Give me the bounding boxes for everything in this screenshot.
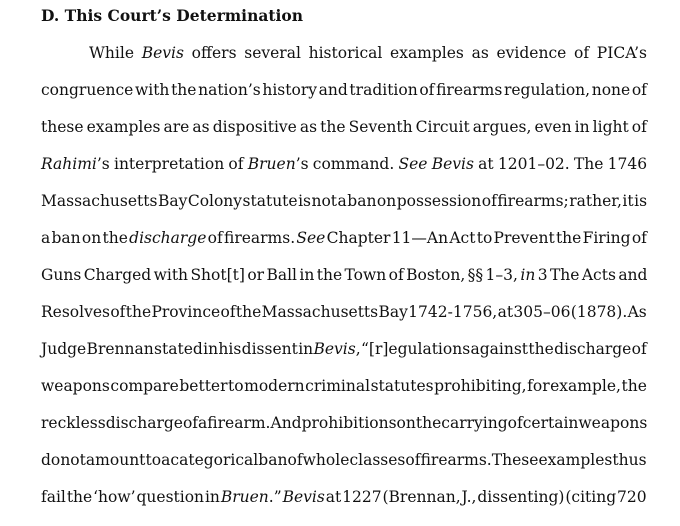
case-name-segment: Bevis bbox=[282, 488, 325, 506]
text-segment: Guns Charged with Shot[t] or Ball in the Town of Boston, §§ 1–3, bbox=[41, 266, 521, 284]
text-segment: congruence with the nation’s history and tradition of firearms regulation, none of bbox=[41, 81, 647, 99]
text-segment: ’s interpretation of bbox=[96, 155, 248, 173]
text-segment: these examples are as dispositive as the Seventh Circuit argues, even in light of bbox=[41, 118, 647, 136]
paragraph-line-5 bbox=[41, 190, 647, 212]
case-name-segment: Bruen bbox=[220, 488, 269, 506]
case-name-segment: Bruen bbox=[247, 155, 296, 173]
paragraph-line-11 bbox=[41, 412, 647, 434]
text-segment: Resolves of the Province of the Massachusetts Bay 1742-1756, at 305–06 (1878). As bbox=[41, 303, 647, 321]
case-name-segment: Rahimi bbox=[41, 155, 97, 173]
section-heading: D. This Court’s Determination bbox=[41, 6, 304, 25]
paragraph-line-7 bbox=[41, 264, 647, 286]
text-segment: ’s command. bbox=[295, 155, 399, 173]
text-segment: do not amount to a categorical ban of whole classes of firearms. These examples thus bbox=[41, 451, 647, 469]
text-segment: .” bbox=[268, 488, 283, 506]
text-segment: at 1227 (Brennan, J., dissenting) (citing 720 bbox=[324, 488, 647, 506]
paragraph-line-10 bbox=[41, 375, 647, 397]
case-name-segment: Bevis bbox=[141, 44, 184, 62]
paragraph-line-6 bbox=[41, 227, 647, 249]
text-segment: offers several historical examples as evidence of PICA’s bbox=[183, 44, 648, 62]
paragraph-line-13 bbox=[41, 486, 647, 508]
paragraph-line-3 bbox=[41, 116, 647, 138]
emphasis-segment: discharge bbox=[129, 229, 207, 247]
text-segment: While bbox=[89, 44, 142, 62]
text-segment: of firearms. bbox=[206, 229, 297, 247]
paragraph-line-1 bbox=[89, 42, 647, 64]
paragraph-line-9 bbox=[41, 338, 647, 360]
text-segment: Massachusetts Bay Colony statute is not a ban on possession of firearms; rather, it is bbox=[41, 192, 648, 210]
paragraph-line-4 bbox=[41, 153, 647, 175]
citation-signal-segment: See bbox=[296, 229, 326, 247]
text-segment: reckless discharge of a firearm. And prohibitions on the carrying of certain weapons bbox=[41, 414, 648, 432]
paragraph-line-2 bbox=[41, 79, 647, 101]
paragraph-line-12 bbox=[41, 449, 647, 471]
text-segment: 3 The Acts and bbox=[535, 266, 648, 284]
paragraph-line-8 bbox=[41, 301, 647, 323]
citation-signal-segment: in bbox=[520, 266, 536, 284]
text-segment: Chapter 11—An Act to Prevent the Firing of bbox=[325, 229, 647, 247]
text-segment: fail the ‘how’ question in bbox=[41, 488, 221, 506]
text-segment: a ban on the bbox=[41, 229, 130, 247]
text-segment: Judge Brennan stated in his dissent in bbox=[41, 340, 314, 358]
citation-signal-segment: See Bevis bbox=[398, 155, 474, 173]
text-segment: , “[r]egulations against the discharge of bbox=[355, 340, 647, 358]
case-name-segment: Bevis bbox=[313, 340, 356, 358]
text-segment: weapons compare better to modern criminal statutes prohibiting, for example, the bbox=[41, 377, 647, 395]
text-segment: at 1201–02. The 1746 bbox=[473, 155, 648, 173]
